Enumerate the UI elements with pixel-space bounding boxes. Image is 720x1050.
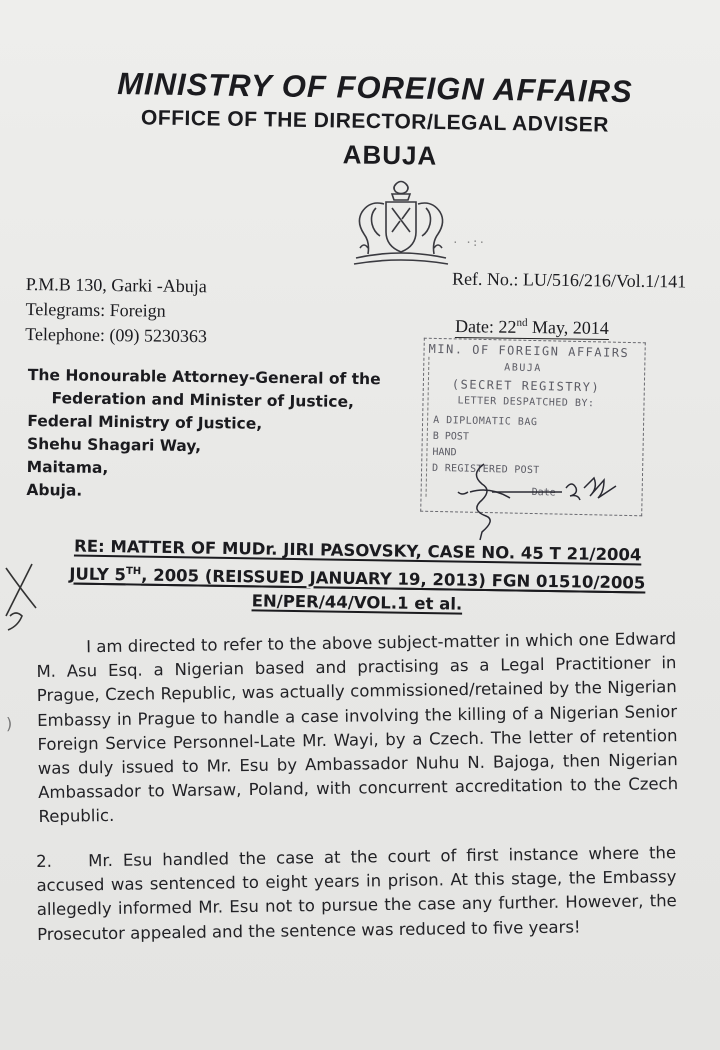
stamp-line-ministry: MIN. OF FOREIGN AFFAIRS [428, 341, 630, 360]
stamp-line-city: ABUJA [504, 362, 542, 375]
office-heading: OFFICE OF THE DIRECTOR/LEGAL ADVISER [140, 106, 610, 137]
subject-line-1: RE: MATTER OF MUDr. JIRI PASOVSKY, CASE NO. 45 T 21/2004 [73, 536, 642, 565]
pmb-line: P.M.B 130, Garki -Abuja [25, 273, 207, 297]
addressee-block [26, 364, 380, 506]
addressee-line-3: Federal Ministry of Justice, [27, 411, 263, 433]
addressee-line-4: Shehu Shagari Way, [26, 434, 202, 456]
subject-line [39, 534, 676, 619]
telegrams-line: Telegrams: Foreign [25, 298, 166, 321]
addressee-line-5: Maitama, [26, 457, 109, 477]
date-suffix: nd [516, 316, 528, 329]
body-paragraph-2 [36, 841, 677, 947]
telephone-line: Telephone: (09) 5230363 [25, 323, 208, 347]
ministry-heading: MINISTRY OF FOREIGN AFFAIRS [116, 65, 634, 110]
reference-number: Ref. No.: LU/516/216/Vol.1/141 [451, 268, 687, 292]
margin-cross-mark-icon [2, 560, 42, 640]
subject-date-rest: , 2005 (REISSUED JANUARY 19, 2013) FGN 01510/2005 [141, 565, 646, 593]
stamp-line-registry: (SECRET REGISTRY) [451, 377, 601, 395]
city-heading: ABUJA [342, 139, 438, 171]
addressee-line-1: The Honourable Attorney-General of the [27, 365, 381, 389]
letter-date [455, 316, 609, 340]
stamp-option-diplomatic-bag: A DIPLOMATIC BAG [433, 414, 538, 429]
paragraph-number: 2. [36, 851, 53, 871]
subject-date-suffix: TH [125, 565, 142, 577]
subject-date-month: JULY 5 [69, 563, 127, 584]
stamp-option-hand: HAND [432, 446, 457, 459]
contact-block [25, 272, 208, 349]
stamp-line-despatched: LETTER DESPATCHED BY: [457, 395, 595, 410]
body-paragraph-1: I am directed to refer to the above subject-matter in which one Edward M. Asu Esq. a Nigerian based and practising as a Legal Practitioner in Prague, Czech Republic, was actually commissioned/retained by the Nigerian Embassy in Prague to handle a case involving the killing of a Nigerian Senior Foreign Service Personnel-Late Mr. Wayi, by a Czech. The letter of retention was duly issued to Mr. Esu by Ambassador Nuhu N. Bajoga, then Nigerian Ambassador to Warsaw, Poland, with concurrent accreditation to the Czech Republic. [36, 629, 679, 827]
margin-bracket-mark: ) [6, 714, 13, 733]
scan-speck: · ·:· [452, 236, 486, 249]
coat-of-arms-icon [346, 178, 456, 270]
stamp-date-label: Date [531, 486, 556, 499]
date-day: Date: 22 [454, 316, 517, 337]
stamp-option-post: B POST [432, 430, 470, 443]
handwritten-signature-icon [440, 462, 650, 542]
date-month-year: May, 2014 [527, 316, 609, 338]
addressee-line-6: Abuja. [26, 480, 83, 500]
paragraph-2-text: Mr. Esu handled the case at the court of first instance where the accused was sentenced to eight years in prison. At this stage, the Embassy allegedly informed Mr. Esu not to pursue the case any further. However, the Prosecutor appealed and the sentence was reduced to five years! [36, 843, 677, 944]
addressee-line-2: Federation and Minister of Justice, [51, 389, 355, 411]
stamp-option-registered-post: D REGISTERED POST [431, 462, 540, 477]
stamp-rule [426, 357, 432, 497]
subject-line-3: EN/PER/44/VOL.1 et al. [251, 590, 463, 614]
